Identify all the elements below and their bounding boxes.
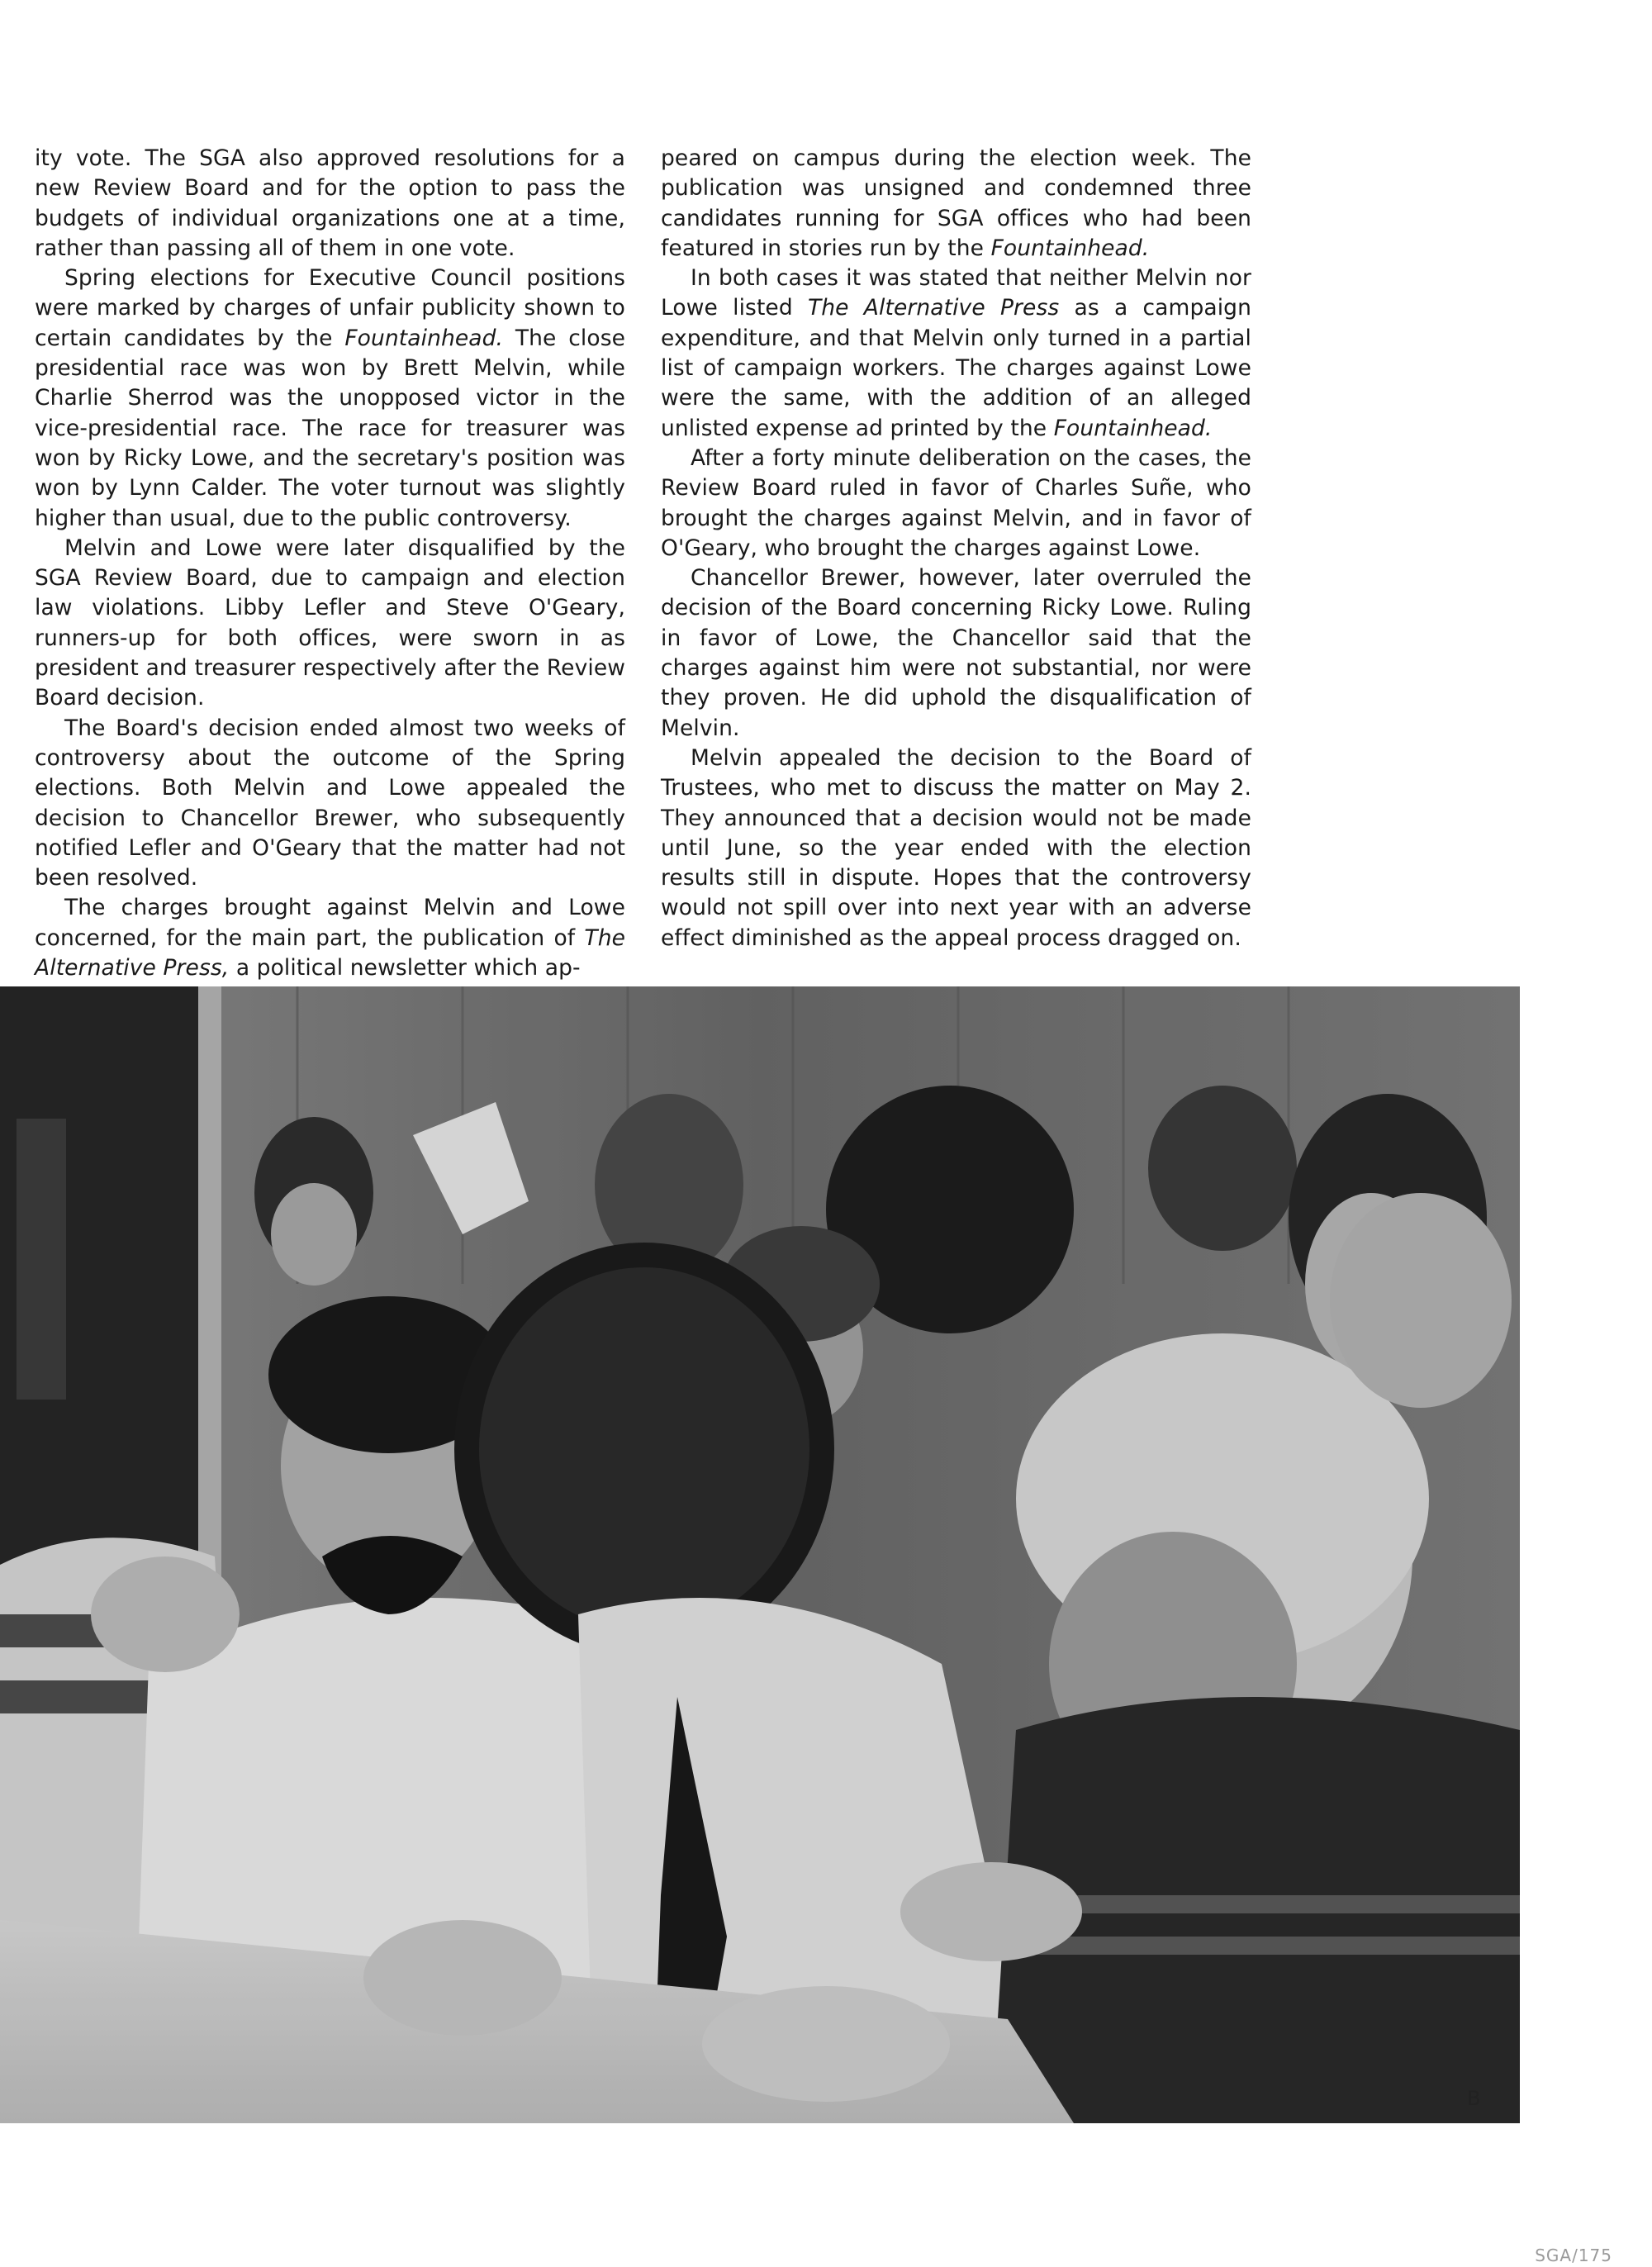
paragraph: peared on campus during the election week. The publication was unsigned and condemned three candidates running for SGA offices who had been featured in stories run by the Fountainhead. bbox=[661, 145, 1251, 261]
paragraph: The charges brought against Melvin and Lowe concerned, for the main part, the publication of The Alternative Press, a political newsletter which ap- bbox=[35, 895, 625, 981]
photo-credit-mark: B bbox=[1467, 2087, 1481, 2110]
paragraph: Melvin and Lowe were later disqualified by the SGA Review Board, due to campaign and election law violations. Libby Lefler and Steve O'Geary, runners-up for both offices, were sworn in as president and treasurer respectively after the Review Board decision. bbox=[35, 535, 625, 711]
article-right-column bbox=[661, 144, 1251, 953]
paragraph: Melvin appealed the decision to the Board of Trustees, who met to discuss the matter on May 2. They announced that a decision would not be made until June, so the year ended with the election results still in dispute. Hopes that the controversy would not spill over into next year with an adverse effect diminished as the appeal process dragged on. bbox=[661, 744, 1251, 951]
paragraph: In both cases it was stated that neither Melvin nor Lowe listed The Alternative Press as a campaign expenditure, and that Melvin only turned in a partial list of campaign workers. The charges against Lowe were the same, with the addition of an alleged unlisted expense ad printed by the Fountainhead. bbox=[661, 265, 1251, 441]
paragraph: The Board's decision ended almost two weeks of controversy about the outcome of the Spring elections. Both Melvin and Lowe appealed the decision to Chancellor Brewer, who subsequently notified Lefler and O'Geary that the matter had not been resolved. bbox=[35, 715, 625, 891]
article-left-column bbox=[35, 144, 625, 983]
meeting-photo bbox=[0, 986, 1520, 2123]
paragraph: Chancellor Brewer, however, later overruled the decision of the Board concerning Ricky Lowe. Ruling in favor of Lowe, the Chancellor said that the charges against him were not substantial, nor were they proven. He did uphold the disqualification of Melvin. bbox=[661, 565, 1251, 741]
page-folio: SGA/175 bbox=[1535, 2246, 1612, 2265]
paragraph: Spring elections for Executive Council positions were marked by charges of unfair publicity shown to certain candidates by the Fountainhead. The close presidential race was won by Brett Melvin, while Charlie Sherrod was the unopposed victor in the vice-presidential race. The race for treasurer was won by Ricky Lowe, and the secretary's position was won by Lynn Calder. The voter turnout was slightly higher than usual, due to the public controversy. bbox=[35, 265, 625, 531]
paragraph: ity vote. The SGA also approved resolutions for a new Review Board and for the option to pass the budgets of individual organizations one at a time, rather than passing all of them in one vote. bbox=[35, 145, 625, 261]
paragraph: After a forty minute deliberation on the cases, the Review Board ruled in favor of Charles Suñe, who brought the charges against Melvin, and in favor of O'Geary, who brought the charges against Lowe. bbox=[661, 444, 1251, 561]
